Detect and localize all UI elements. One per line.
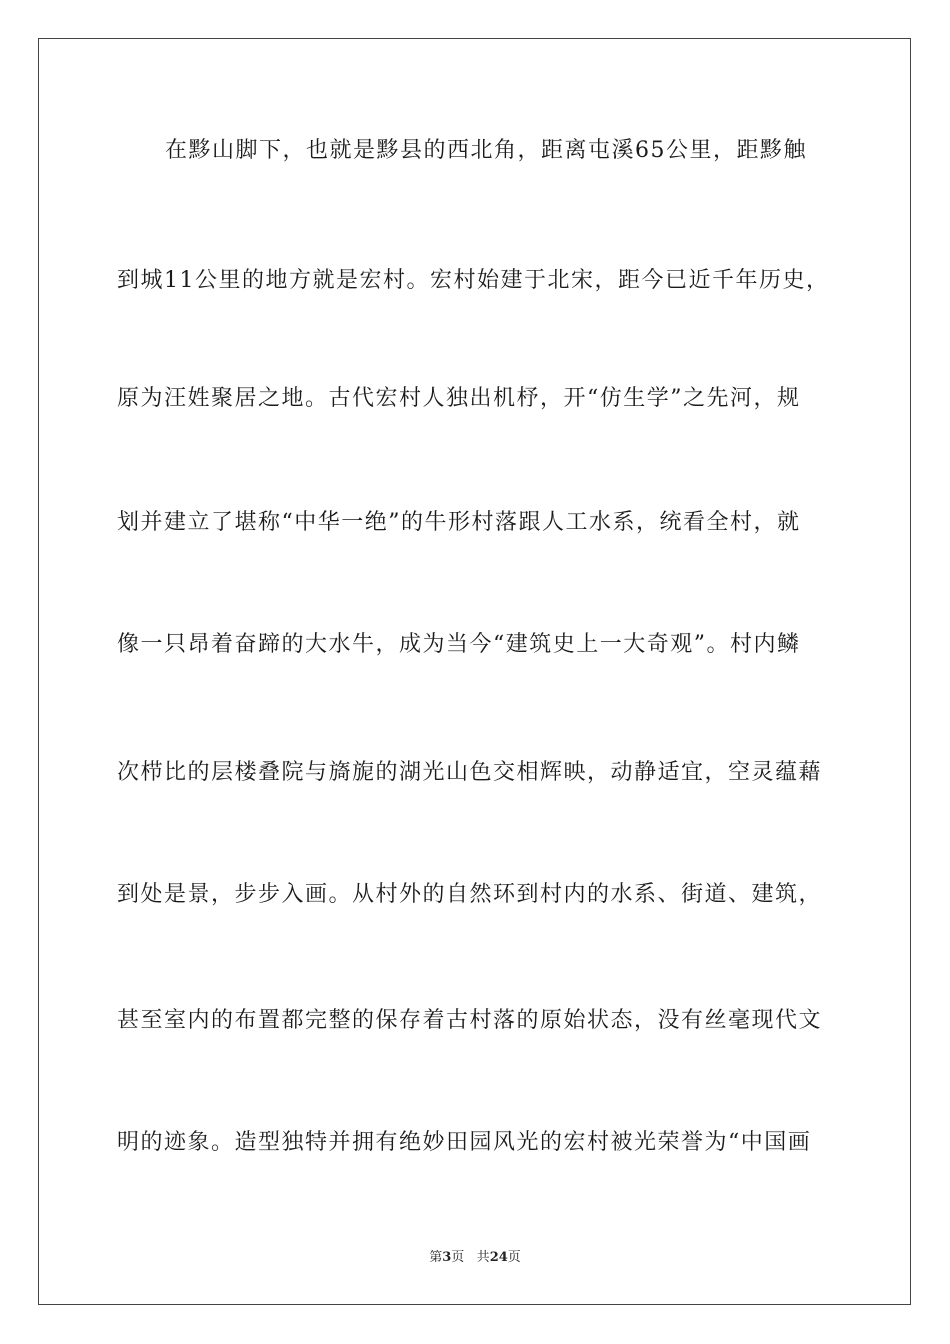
paragraph-line-9: 明的迹象。造型独特并拥有绝妙田园风光的宏村被光荣誉为“中国画 [117, 1130, 812, 1155]
paragraph-line-8: 甚至室内的布置都完整的保存着古村落的原始状态，没有丝毫现代文 [117, 1008, 823, 1033]
page-number: 3 [442, 1250, 452, 1265]
page-border [38, 38, 911, 1305]
page-prefix: 第 [429, 1250, 443, 1265]
total-suffix: 页 [507, 1250, 521, 1265]
paragraph-line-7: 到处是景，步步入画。从村外的自然环到村内的水系、街道、建筑， [117, 882, 823, 907]
total-prefix: 共 [476, 1250, 490, 1265]
paragraph-line-2: 到城11公里的地方就是宏村。宏村始建于北宋，距今已近千年历史， [117, 268, 830, 293]
paragraph-line-4: 划并建立了堪称“中华一绝”的牛形村落跟人工水系，统看全村，就 [117, 510, 801, 535]
total-pages: 24 [489, 1250, 508, 1265]
paragraph-line-6: 次栉比的层楼叠院与旖旎的湖光山色交相辉映，动静适宜，空灵蕴藉 [117, 760, 823, 785]
page-footer [0, 1246, 950, 1265]
page-suffix: 页 [451, 1250, 465, 1265]
paragraph-line-5: 像一只昂着奋蹄的大水牛，成为当今“建筑史上一大奇观”。村内鳞 [117, 632, 801, 657]
paragraph-line-3: 原为汪姓聚居之地。古代宏村人独出机杼，开“仿生学”之先河，规 [117, 386, 801, 411]
paragraph-line-1: 在黟山脚下，也就是黟县的西北角，距离屯溪65公里，距黟触 [165, 138, 807, 163]
